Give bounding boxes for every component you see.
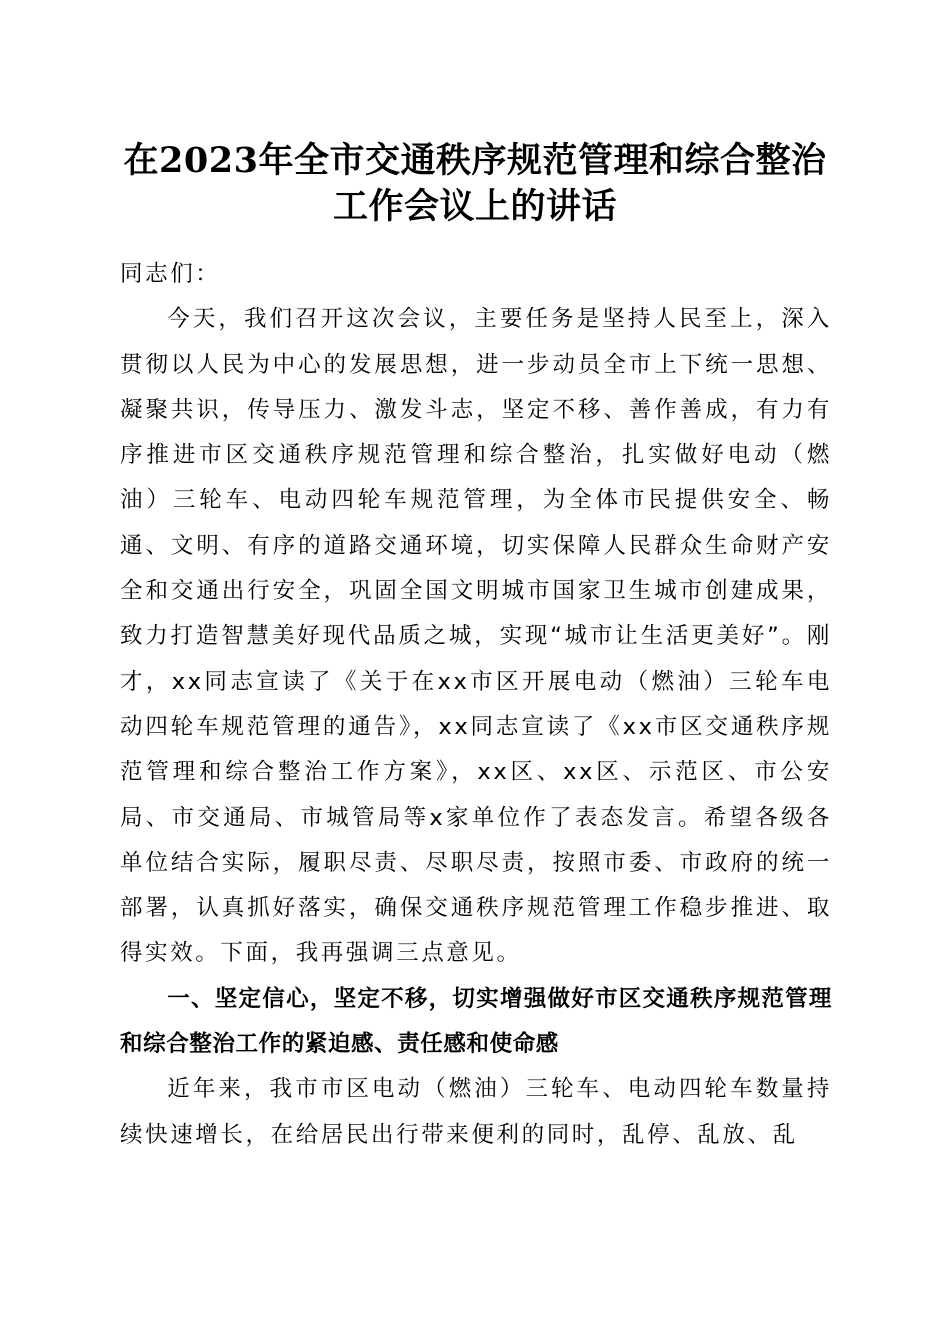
salutation: 同志们： (120, 261, 221, 287)
paragraph-section-1: 近年来，我市市区电动（燃油）三轮车、电动四轮车数量持续快速增长，在给居民出行带来便利的同时，乱停、乱放、乱 (120, 1076, 832, 1148)
document-title (0, 138, 950, 230)
title-line-1: 在2023年全市交通秩序规范管理和综合整治 (123, 140, 827, 181)
paragraph-opening: 今天，我们召开这次会议，主要任务是坚持人民至上，深入贯彻以人民为中心的发展思想，进一步动员全市上下统一思想、凝聚共识，传导压力、激发斗志，坚定不移、善作善成，有力有序推进市区交通秩序规范管理和综合整治，扎实做好电动（燃油）三轮车、电动四轮车规范管理，为全体市民提供安全、畅通、文明、有序的道路交通环境，切实保障人民群众生命财产安全和交通出行安全，巩固全国文明城市国家卫生城市创建成果，致力打造智慧美好现代品质之城，实现“城市让生活更美好”。刚才，xx同志宣读了《关于在xx市区开展电动（燃油）三轮车电动四轮车规范管理的通告》，xx同志宣读了《xx市区交通秩序规范管理和综合整治工作方案》，xx区、xx区、示范区、市公安局、市交通局、市城管局等x家单位作了表态发言。希望各级各单位结合实际，履职尽责、尽职尽责，按照市委、市政府的统一部署，认真抓好落实，确保交通秩序规范管理工作稳步推进、取得实效。下面，我再强调三点意见。 (120, 306, 832, 967)
section-heading-1: 一、坚定信心，坚定不移，切实增强做好市区交通秩序规范管理和综合整治工作的紧迫感、责任感和使命感 (120, 985, 832, 1058)
document-body (120, 252, 832, 1158)
title-line-2: 工作会议上的讲话 (332, 186, 617, 227)
